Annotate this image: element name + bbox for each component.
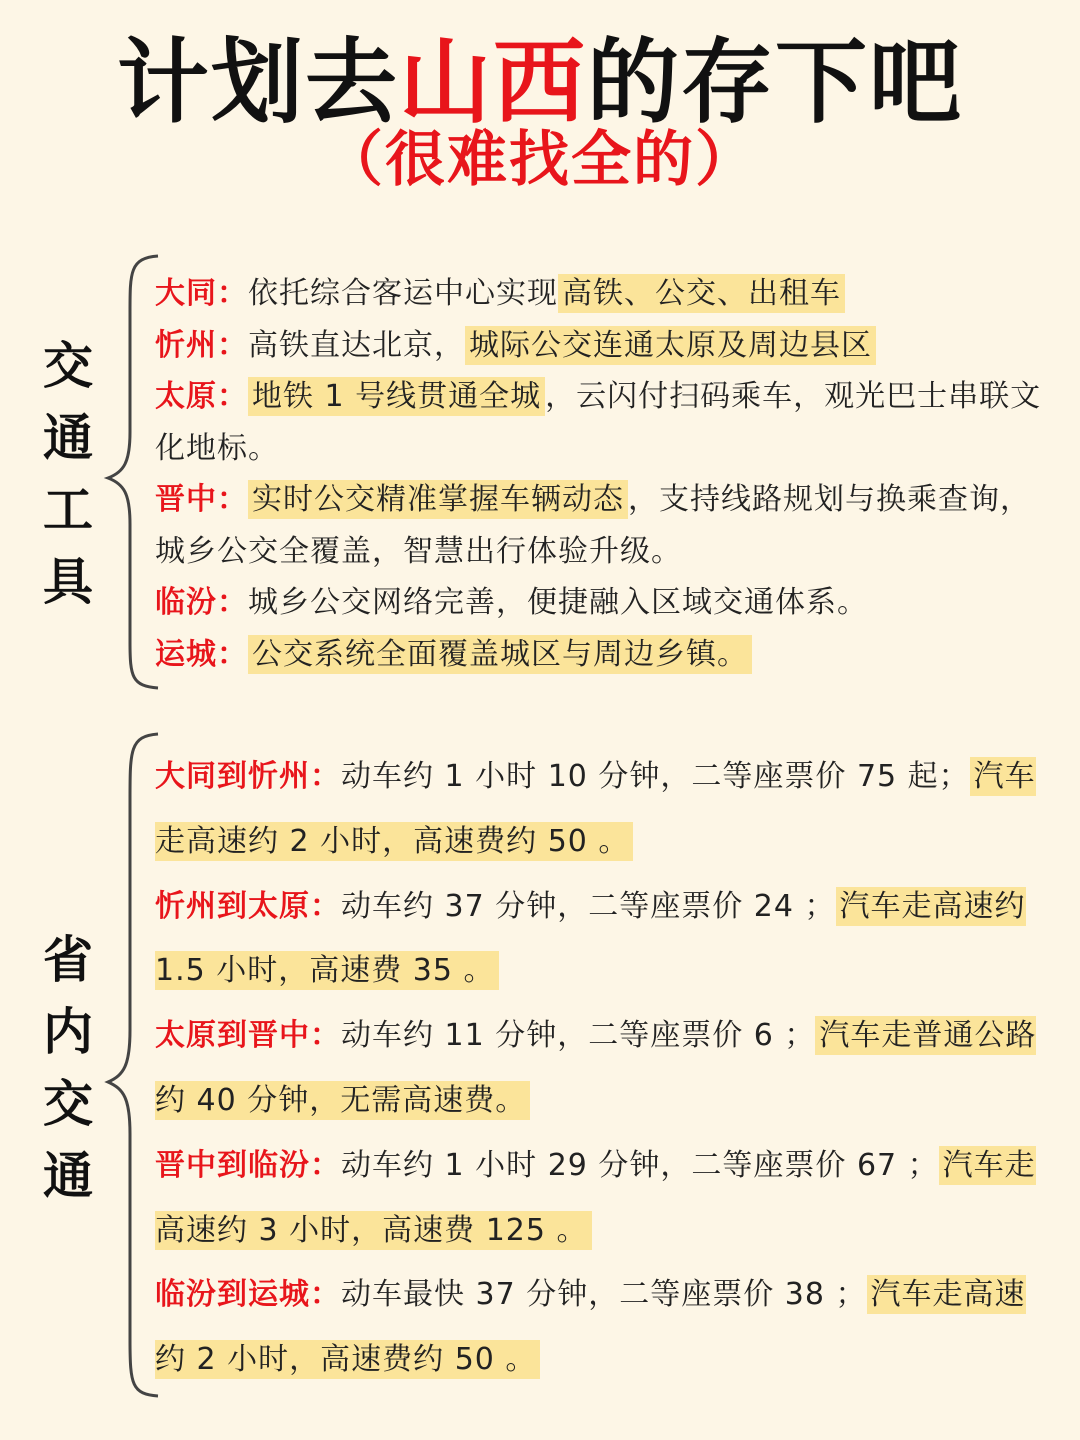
list-item: 太原： 地铁 1 号线贯通全城 ，云闪付扫码乘车，观光巴士串联文化地标。 — [155, 379, 1042, 466]
list-item: 忻州到太原：动车约 37 分钟，二等座票价 24 ； 汽车走高速约 1.5 小时，高速费 35 。 — [155, 888, 1026, 989]
page-subtitle: （很难找全的） — [323, 125, 757, 195]
section-label-transport: 交 通 工 具 — [43, 337, 93, 611]
list-item: 晋中到临汾：动车约 1 小时 29 分钟，二等座票价 67 ； 汽车走高速约 3 小时，高速费 125 。 — [155, 1147, 1036, 1248]
list-item: 大同到忻州：动车约 1 小时 10 分钟，二等座票价 75 起； 汽车走高速约 2 小时，高速费约 50 。 — [155, 759, 1036, 859]
list-item: 运城： 公交系统全面覆盖城区与周边乡镇。 — [155, 629, 1045, 681]
list-item: 忻州：高铁直达北京， 城际公交连通太原及周边县区 — [155, 320, 1045, 372]
list-item: 大同：依托综合客运中心实现 高铁、公交、出租车 — [155, 268, 1045, 320]
page-title: 计划去山西的存下吧 — [116, 29, 964, 136]
intercity-list — [155, 745, 1045, 1393]
list-item: 临汾到运城：动车最快 37 分钟，二等座票价 38 ； 汽车走高速约 2 小时，高速费约 50 。 — [155, 1277, 1026, 1378]
list-item: 太原到晋中：动车约 11 分钟，二等座票价 6 ； 汽车走普通公路约 40 分钟，无需高速费。 — [155, 1018, 1037, 1118]
transport-list — [155, 268, 1045, 680]
list-item: 晋中： 实时公交精准掌握车辆动态 ，支持线路规划与换乘查询，城乡公交全覆盖，智慧出行体验升级。 — [155, 482, 1031, 569]
section-label-intercity: 省 内 交 通 — [43, 931, 93, 1205]
list-item: 临汾：城乡公交网络完善，便捷融入区域交通体系。 — [155, 585, 868, 620]
